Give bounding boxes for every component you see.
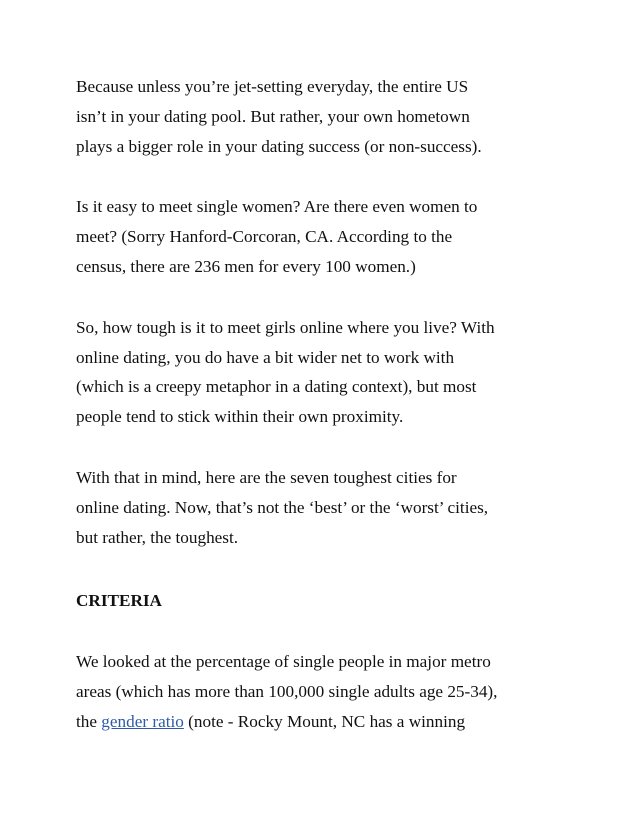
paragraph-intro xyxy=(76,72,576,161)
section-heading-criteria: CRITERIA xyxy=(76,591,162,611)
text-line: Is it easy to meet single women? Are there even women to xyxy=(76,197,478,217)
document-body xyxy=(76,72,576,768)
text-line: online dating. Now, that’s not the ‘best’ or the ‘worst’ cities, xyxy=(76,497,489,517)
text-line: meet? (Sorry Hanford-Corcoran, CA. According to the xyxy=(76,227,453,247)
text-line-with-link xyxy=(76,707,576,737)
paragraph-online-dating xyxy=(76,313,576,432)
text-line: census, there are 236 men for every 100 women.) xyxy=(76,256,416,276)
text-line: areas (which has more than 100,000 single adults age 25-34), xyxy=(76,681,498,701)
text-line: isn’t in your dating pool. But rather, your own hometown xyxy=(76,106,470,126)
text-line: people tend to stick within their own proximity. xyxy=(76,407,404,427)
paragraph-toughest-cities xyxy=(76,463,576,552)
text-line: So, how tough is it to meet girls online where you live? With xyxy=(76,317,495,337)
text-line: online dating, you do have a bit wider net to work with xyxy=(76,347,455,367)
text-fragment: the xyxy=(76,711,102,731)
paragraph-single-women xyxy=(76,192,576,281)
gender-ratio-link[interactable]: gender ratio xyxy=(101,711,184,731)
text-fragment: (note - Rocky Mount, NC has a winning xyxy=(183,711,466,731)
text-line: but rather, the toughest. xyxy=(76,527,239,547)
text-line: (which is a creepy metaphor in a dating context), but most xyxy=(76,377,477,397)
paragraph-criteria xyxy=(76,647,576,736)
text-line: With that in mind, here are the seven toughest cities for xyxy=(76,467,457,487)
text-line: plays a bigger role in your dating success (or non-success). xyxy=(76,136,482,156)
text-line: Because unless you’re jet-setting everyday, the entire US xyxy=(76,77,469,96)
text-line: We looked at the percentage of single people in major metro xyxy=(76,652,491,672)
